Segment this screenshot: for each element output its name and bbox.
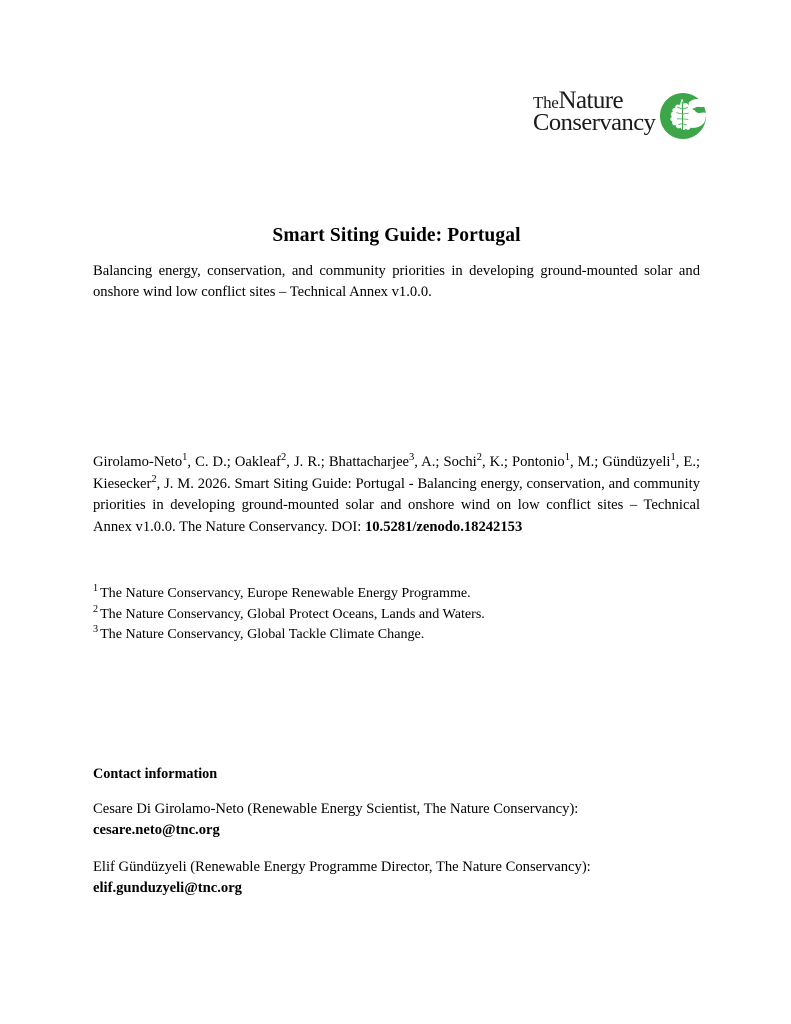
contact-person-name: Cesare Di Girolamo-Neto (Renewable Energy Scientist, The Nature Conservancy): xyxy=(93,801,579,817)
logo-word-the: The xyxy=(533,93,559,112)
logo-word-conservancy: Conservancy xyxy=(533,109,656,136)
affiliation-item xyxy=(93,583,700,604)
author-entry: Pontonio$^1$, M.; xyxy=(511,452,599,470)
author-initials: A. xyxy=(421,454,436,470)
author-affiliation-marker: 1 xyxy=(670,452,676,464)
author-initials: M. xyxy=(577,454,595,470)
author-initials: J. M. xyxy=(164,475,194,492)
affiliation-marker: 1 xyxy=(93,583,99,595)
citation-reference-text: Smart Siting Guide: Portugal - Balancing energy, conservation, and community priorities in developing ground-mounted solar and onshore wind on low conflict sites – Technical Annex v1.0.0. The Nature Conservancy. DOI: xyxy=(93,475,701,535)
nature-conservancy-logo xyxy=(533,88,703,150)
contact-heading: Contact information xyxy=(93,766,218,782)
citation-block xyxy=(93,452,700,538)
page-title: Smart Siting Guide: Portugal xyxy=(272,225,521,246)
author-entry: Oakleaf$^2$, J. R.; xyxy=(234,452,325,470)
author-affiliation-marker: 2 xyxy=(151,473,157,485)
author-entry: Gündüzyeli$^1$, E.; xyxy=(602,452,701,470)
contact-section xyxy=(93,766,700,915)
author-initials: C. D. xyxy=(195,454,227,470)
author-entry: Kiesecker$^2$, J. M. xyxy=(93,473,194,492)
author-affiliation-marker: 2 xyxy=(476,452,482,464)
contact-email[interactable]: elif.gunduzyeli@tnc.org xyxy=(93,880,242,896)
author-surname: Kiesecker xyxy=(93,475,152,492)
oak-leaf-globe-emblem-icon xyxy=(659,92,707,140)
page-subtitle: Balancing energy, conservation, and community priorities in developing ground-mounted solar and onshore wind low conflict sites – Technical Annex v1.0.0. xyxy=(93,263,700,300)
author-initials: E. xyxy=(683,454,696,470)
author-affiliation-marker: 2 xyxy=(281,452,287,464)
affiliation-item xyxy=(93,624,700,645)
affiliation-text: The Nature Conservancy, Europe Renewable Energy Programme. xyxy=(100,585,471,601)
contact-email[interactable]: cesare.neto@tnc.org xyxy=(93,822,220,838)
author-entry: Sochi$^2$, K.; xyxy=(443,452,508,470)
affiliation-text: The Nature Conservancy, Global Protect Oceans, Lands and Waters. xyxy=(100,605,485,622)
affiliation-marker: 3 xyxy=(93,624,99,636)
logo-wordmark xyxy=(533,88,655,148)
author-affiliation-marker: 3 xyxy=(409,452,415,464)
author-surname: Oakleaf xyxy=(234,454,282,470)
author-entry: Bhattacharjee$^3$, A.; xyxy=(328,452,440,470)
author-surname: Sochi xyxy=(443,454,477,470)
author-surname: Pontonio xyxy=(511,454,565,470)
citation-year: 2026. xyxy=(197,475,231,492)
affiliation-text: The Nature Conservancy, Global Tackle Climate Change. xyxy=(100,626,425,642)
author-surname: Girolamo-Neto xyxy=(93,454,183,470)
contact-person-name: Elif Gündüzyeli (Renewable Energy Programme Director, The Nature Conservancy): xyxy=(93,859,591,875)
author-entry: Girolamo-Neto$^1$, C. D.; xyxy=(93,452,231,470)
author-affiliation-marker: 1 xyxy=(564,452,570,464)
author-surname: Bhattacharjee xyxy=(328,454,410,470)
logo-word-nature: Nature xyxy=(558,87,623,114)
contact-entry xyxy=(93,857,700,899)
citation-doi: 10.5281/zenodo.18242153 xyxy=(364,518,523,535)
author-surname: Gündüzyeli xyxy=(602,454,671,470)
author-affiliation-marker: 1 xyxy=(182,452,188,464)
affiliation-item xyxy=(93,604,700,625)
affiliation-marker: 2 xyxy=(93,603,99,615)
author-initials: K. xyxy=(489,454,504,470)
author-initials: J. R. xyxy=(293,454,321,470)
affiliations-list xyxy=(93,583,700,645)
contact-entry xyxy=(93,799,700,841)
